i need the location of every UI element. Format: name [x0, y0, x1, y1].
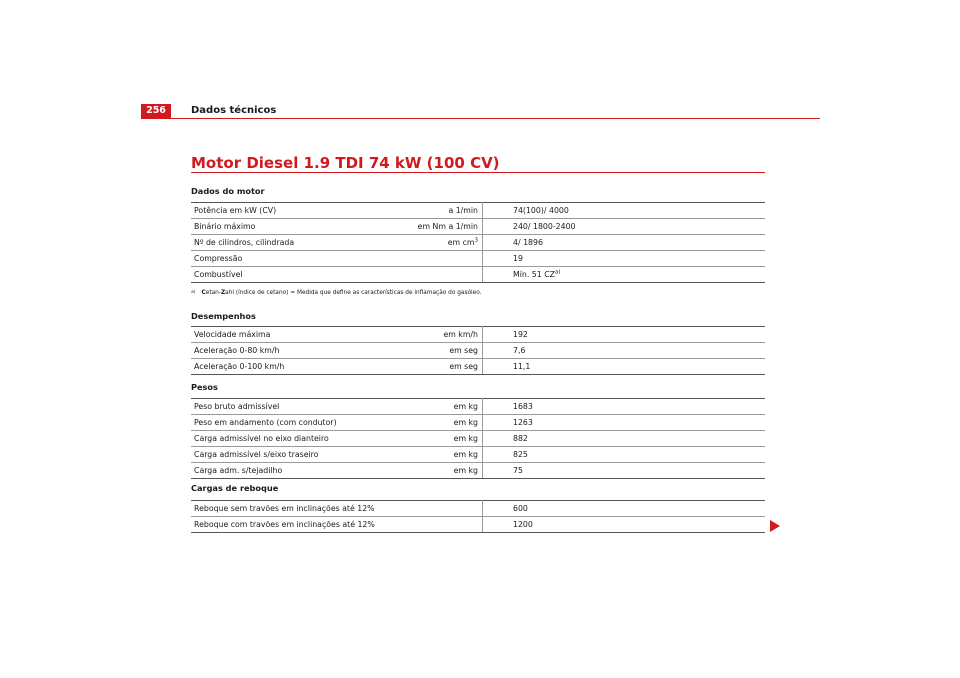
table-row — [191, 447, 765, 463]
table-row — [191, 517, 765, 533]
row-label: Velocidade máxima — [191, 327, 397, 343]
footnote-marker: a) — [191, 290, 196, 295]
table-row — [191, 463, 765, 479]
reboque-table — [191, 500, 765, 533]
table-row — [191, 359, 765, 375]
row-label: Peso bruto admissível — [191, 399, 397, 415]
row-value: 74(100)/ 4000 — [483, 203, 766, 219]
row-label: Peso em andamento (com condutor) — [191, 415, 397, 431]
unit-text: em cm — [447, 238, 475, 247]
row-label: Carga admissível no eixo dianteiro — [191, 431, 397, 447]
row-unit: a 1/min — [397, 203, 483, 219]
table-row — [191, 203, 765, 219]
row-label: Aceleração 0-80 km/h — [191, 343, 397, 359]
row-unit: em kg — [397, 447, 483, 463]
row-unit — [397, 267, 483, 283]
row-unit — [397, 251, 483, 267]
row-label: Carga admissível s/eixo traseiro — [191, 447, 397, 463]
row-unit: em kg — [397, 399, 483, 415]
table-row — [191, 431, 765, 447]
header-divider — [141, 118, 820, 119]
row-label: Potência em kW (CV) — [191, 203, 397, 219]
table-row — [191, 399, 765, 415]
row-label: Aceleração 0-100 km/h — [191, 359, 397, 375]
row-label: Reboque com travões em inclinações até 12% — [191, 517, 397, 533]
row-unit: em seg — [397, 359, 483, 375]
row-label: Reboque sem travões em inclinações até 12% — [191, 501, 397, 517]
row-value: 825 — [483, 447, 766, 463]
next-page-arrow-icon[interactable] — [770, 520, 780, 532]
table-row — [191, 267, 765, 283]
row-value: 19 — [483, 251, 766, 267]
header-section-title: Dados técnicos — [191, 105, 277, 116]
table-row — [191, 415, 765, 431]
row-label: Nº de cilindros, cilindrada — [191, 235, 397, 251]
table-row — [191, 501, 765, 517]
motor-table — [191, 202, 765, 283]
row-value: 1263 — [483, 415, 766, 431]
row-label: Compressão — [191, 251, 397, 267]
section-heading-pesos: Pesos — [191, 382, 218, 392]
footnote-text-2: ahl (índice de cetano) = Medida que define as características de inflamação do gasóleo. — [225, 290, 482, 296]
row-value: 4/ 1896 — [483, 235, 766, 251]
row-value: 75 — [483, 463, 766, 479]
value-text: Mín. 51 CZ — [513, 270, 555, 279]
footnote-text-1: etan- — [205, 290, 221, 296]
row-value: 882 — [483, 431, 766, 447]
table-row — [191, 235, 765, 251]
footnote-reference: a) — [554, 269, 561, 276]
section-heading-reboque: Cargas de reboque — [191, 483, 279, 493]
row-label: Binário máximo — [191, 219, 397, 235]
page-title: Motor Diesel 1.9 TDI 74 kW (100 CV) — [191, 154, 500, 172]
row-value: 240/ 1800-2400 — [483, 219, 766, 235]
row-value: 7,6 — [483, 343, 766, 359]
unit-superscript: 3 — [474, 237, 478, 244]
row-unit — [397, 501, 483, 517]
section-heading-motor: Dados do motor — [191, 186, 265, 196]
row-value: 11,1 — [483, 359, 766, 375]
table-row — [191, 343, 765, 359]
row-unit — [397, 235, 483, 251]
row-value: 600 — [483, 501, 766, 517]
table-row — [191, 219, 765, 235]
row-unit: em kg — [397, 431, 483, 447]
row-value — [483, 267, 766, 283]
desempenhos-table — [191, 326, 765, 375]
row-unit: em km/h — [397, 327, 483, 343]
row-label: Carga adm. s/tejadilho — [191, 463, 397, 479]
row-unit: em kg — [397, 415, 483, 431]
pesos-table — [191, 398, 765, 479]
title-divider — [191, 172, 765, 173]
row-unit: em kg — [397, 463, 483, 479]
footnote-bold-c: C — [201, 290, 206, 296]
table-row — [191, 327, 765, 343]
section-heading-desempenhos: Desempenhos — [191, 311, 256, 321]
row-value: 1200 — [483, 517, 766, 533]
page-number: 256 — [141, 104, 171, 118]
table-row — [191, 251, 765, 267]
footnote — [191, 289, 482, 297]
footnote-bold-z: Z — [220, 290, 226, 296]
row-label: Combustível — [191, 267, 397, 283]
row-unit — [397, 517, 483, 533]
row-unit: em seg — [397, 343, 483, 359]
row-value: 1683 — [483, 399, 766, 415]
row-unit: em Nm a 1/min — [397, 219, 483, 235]
row-value: 192 — [483, 327, 766, 343]
